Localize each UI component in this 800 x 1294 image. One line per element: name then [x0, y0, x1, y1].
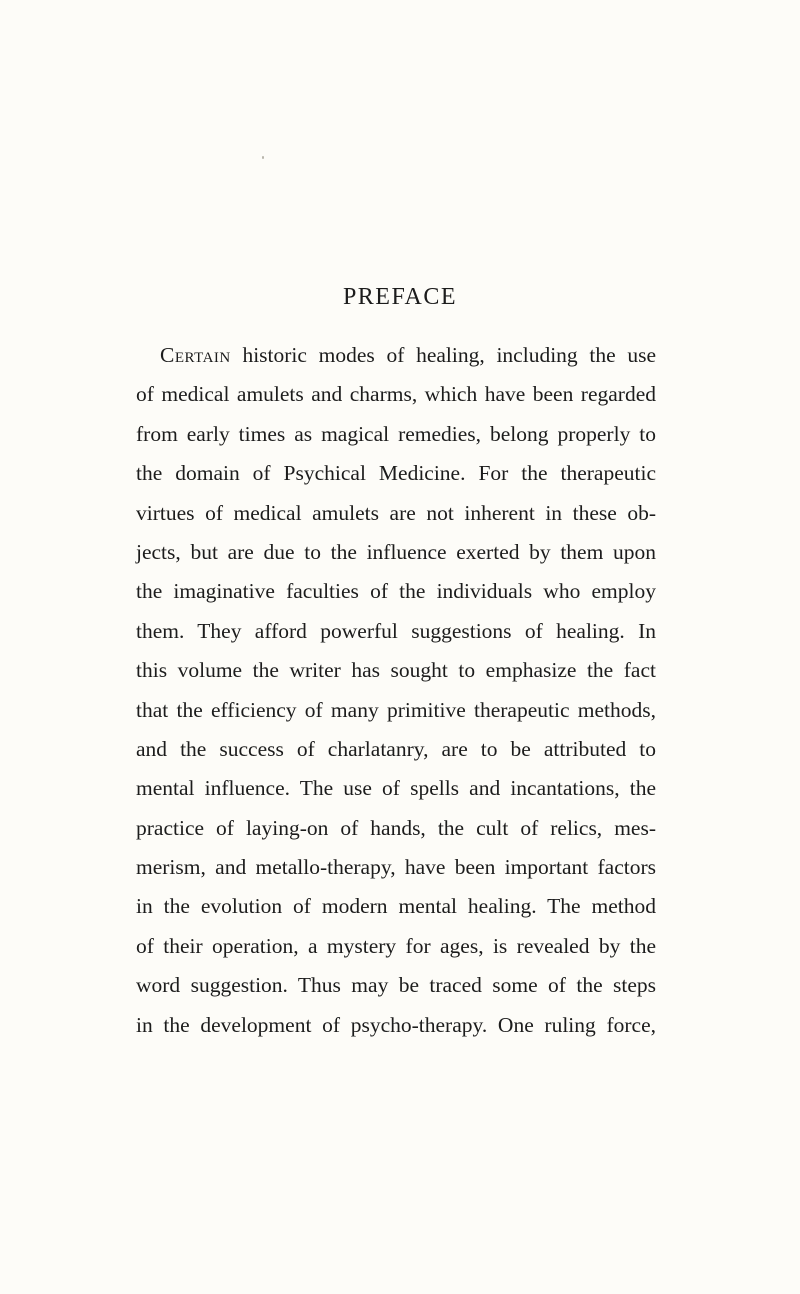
text-line: this volume the writer has sought to emphasize the fact [136, 658, 656, 683]
text-line: of medical amulets and charms, which have been regarded [136, 382, 656, 407]
text-line: in the evolution of modern mental healing. The method [136, 894, 656, 919]
text-line: mental influence. The use of spells and incantations, the [136, 776, 656, 801]
page-title: PREFACE [342, 284, 458, 310]
text-line: from early times as magical remedies, belong properly to [136, 421, 656, 446]
text-line: and the success of charlatanry, are to be attributed to [136, 736, 656, 761]
text-line: practice of laying-on of hands, the cult of relics, mes- [136, 815, 656, 840]
text-line: jects, but are due to the influence exerted by them upon [136, 539, 656, 564]
paper-speck [262, 156, 264, 159]
text-line [136, 336, 656, 375]
text-line: the domain of Psychical Medicine. For the therapeutic [136, 461, 656, 486]
text-line: that the efficiency of many primitive therapeutic methods, [136, 697, 656, 722]
text-line-rest: historic modes of healing, including the use [230, 343, 656, 367]
text-line: the imaginative faculties of the individuals who employ [136, 579, 656, 604]
text-line: word suggestion. Thus may be traced some of the steps [136, 973, 656, 998]
text-line: virtues of medical amulets are not inherent in these ob- [136, 500, 656, 525]
text-line: of their operation, a mystery for ages, is revealed by the [136, 933, 656, 958]
text-line: them. They afford powerful suggestions of healing. In [136, 618, 656, 643]
opening-small-caps-word: Certain [160, 343, 231, 367]
preface-paragraph [136, 336, 656, 1045]
text-line: merism, and metallo-therapy, have been important factors [136, 855, 656, 880]
text-line: in the development of psycho-therapy. One ruling force, [136, 1012, 656, 1037]
